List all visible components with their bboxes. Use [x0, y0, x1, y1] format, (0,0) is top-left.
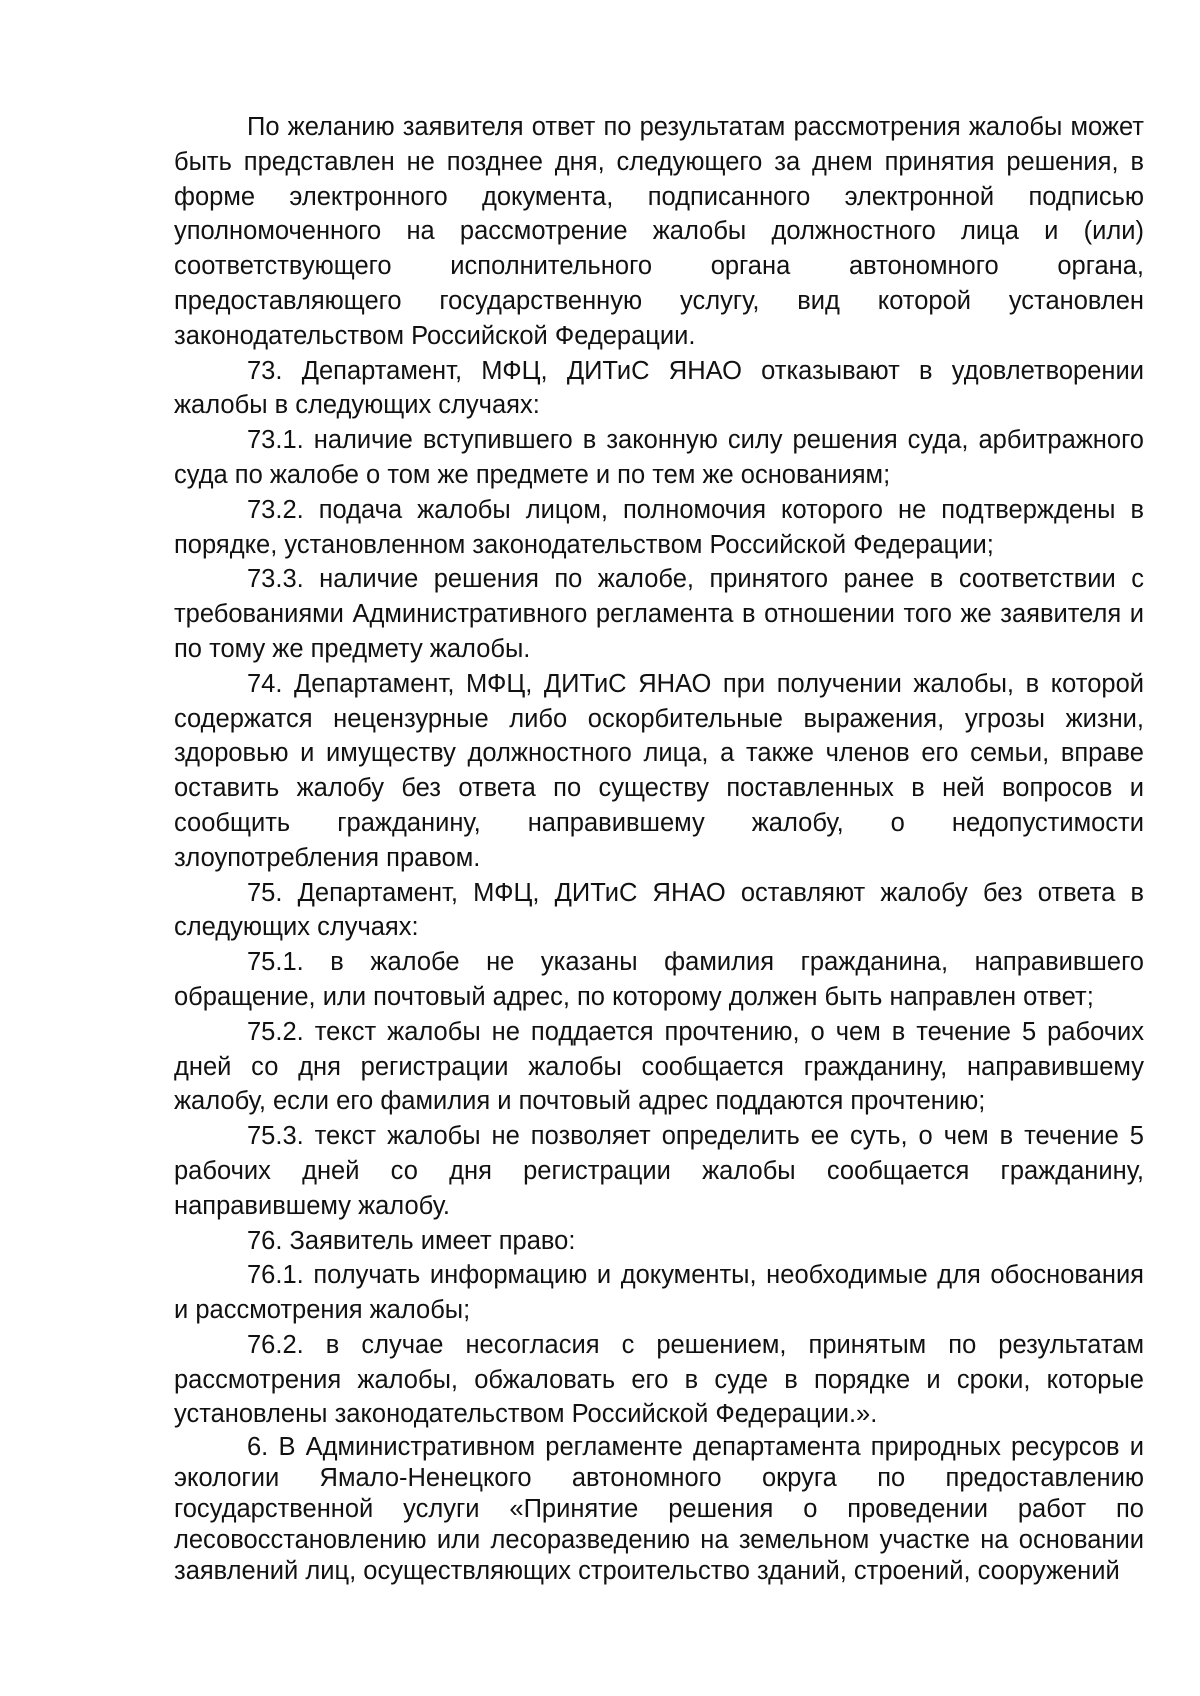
- paragraph-74: 74. Департамент, МФЦ, ДИТиС ЯНАО при получении жалобы, в которой содержатся нецензурные либо оскорбительные выражения, угрозы жизни, здоровью и имуществу должностного лица, а также членов его семьи, вправе оставить жалобу без ответа по существу поставленных в ней вопросов и сообщить гражданину, направившему жалобу, о недопустимости злоупотребления правом.: [174, 669, 1144, 872]
- paragraph-73-1: 73.1. наличие вступившего в законную силу решения суда, арбитражного суда по жалобе о том же предмете и по тем же основаниям;: [174, 426, 1144, 489]
- paragraph-76-1: 76.1. получать информацию и документы, необходимые для обоснования и рассмотрения жалобы;: [174, 1261, 1144, 1325]
- paragraph-73-3: 73.3. наличие решения по жалобе, принятого ранее в соответствии с требованиями Административного регламента в отношении того же заявителя и по тому же предмету жалобы.: [174, 565, 1144, 663]
- paragraph-6: 6. В Административном регламенте департамента природных ресурсов и экологии Ямало-Ненецкого автономного округа по предоставлению государственной услуги «Принятие решения о проведении работ по лесовосстановлению или лесоразведению на земельном участке на основании заявлений лиц, осуществляющих строительство зданий, строений, сооружений: [174, 1433, 1144, 1586]
- document-body: [174, 110, 1144, 1587]
- paragraph-73: 73. Департамент, МФЦ, ДИТиС ЯНАО отказывают в удовлетворении жалобы в следующих случаях:: [174, 356, 1144, 420]
- paragraph-75-2: 75.2. текст жалобы не поддается прочтению, о чем в течение 5 рабочих дней со дня регистрации жалобы сообщается гражданину, направившему жалобу, если его фамилия и почтовый адрес поддаются прочтению;: [174, 1017, 1144, 1116]
- paragraph-75-1: 75.1. в жалобе не указаны фамилия гражданина, направившего обращение, или почтовый адрес, по которому должен быть направлен ответ;: [174, 948, 1144, 1011]
- paragraph-response-format: По желанию заявителя ответ по результатам рассмотрения жалобы может быть представлен не позднее дня, следующего за днем принятия решения, в форме электронного документа, подписанного электронной подписью уполномоченного на рассмотрение жалобы должностного лица и (или) соответствующего исполнительного органа автономного органа, предоставляющего государственную услугу, вид которой установлен законодательством Российской Федерации.: [174, 113, 1144, 350]
- paragraph-75: 75. Департамент, МФЦ, ДИТиС ЯНАО оставляют жалобу без ответа в следующих случаях:: [174, 878, 1144, 942]
- paragraph-76: 76. Заявитель имеет право:: [247, 1226, 576, 1255]
- paragraph-73-2: 73.2. подача жалобы лицом, полномочия которого не подтверждены в порядке, установленном законодательством Российской Федерации;: [174, 495, 1144, 559]
- paragraph-76-2: 76.2. в случае несогласия с решением, принятым по результатам рассмотрения жалобы, обжаловать его в суде в порядке и сроки, которые установлены законодательством Российской Федерации.».: [174, 1330, 1144, 1429]
- paragraph-75-3: 75.3. текст жалобы не позволяет определить ее суть, о чем в течение 5 рабочих дней со дня регистрации жалобы сообщается гражданину, направившему жалобу.: [174, 1122, 1144, 1220]
